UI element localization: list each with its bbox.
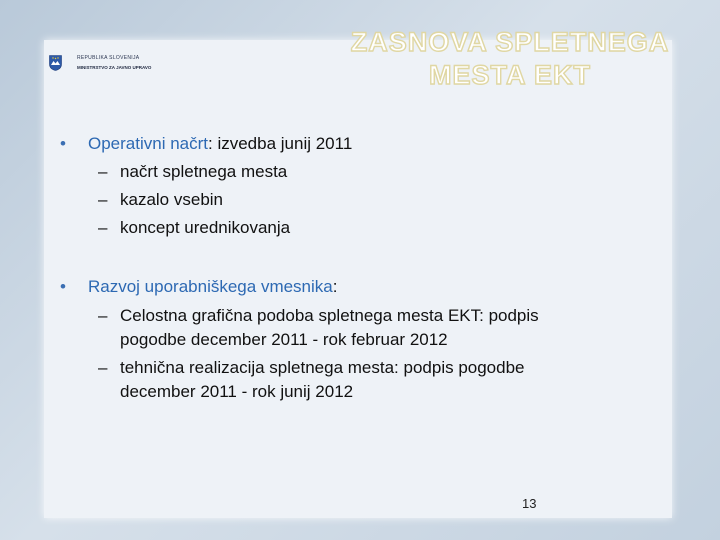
dash-4: –	[98, 306, 108, 325]
bullet-2: •	[60, 277, 66, 296]
logo-line-2: MINISTRSTVO ZA JAVNO UPRAVO	[77, 65, 152, 70]
section-1-item-2: kazalo vsebin	[120, 190, 224, 209]
section-1-item-1: načrt spletnega mesta	[120, 162, 288, 181]
title-line-1: ZASNOVA SPLETNEGA	[350, 27, 670, 57]
section-1-heading	[88, 133, 352, 155]
section-2-item-1-line-1: Celostna grafična podoba spletnega mesta EKT: podpis	[120, 306, 539, 325]
section-2-item-1-line-2: pogodbe december 2011 - rok februar 2012	[120, 330, 448, 349]
section-2-heading-accent: Razvoj uporabniškega vmesnika	[88, 277, 333, 296]
dash-3: –	[98, 218, 108, 237]
section-1-heading-accent: Operativni načrt	[88, 134, 208, 153]
dash-5: –	[98, 358, 108, 377]
page-number: 13	[522, 496, 537, 511]
section-1-heading-rest: : izvedba junij 2011	[208, 134, 353, 153]
section-2-heading	[88, 276, 337, 298]
section-2-item-2-line-1: tehnična realizacija spletnega mesta: podpis pogodbe	[120, 358, 525, 377]
bullet-1: •	[60, 134, 66, 153]
dash-2: –	[98, 190, 108, 209]
logo-line-1: REPUBLIKA SLOVENIJA	[77, 55, 140, 61]
title-line-2: MESTA EKT	[429, 60, 591, 90]
dash-1: –	[98, 162, 108, 181]
section-2-heading-rest: :	[332, 277, 338, 296]
section-1-item-3: koncept urednikovanja	[120, 218, 291, 237]
section-2-item-2-line-2: december 2011 - rok junij 2012	[120, 382, 354, 401]
